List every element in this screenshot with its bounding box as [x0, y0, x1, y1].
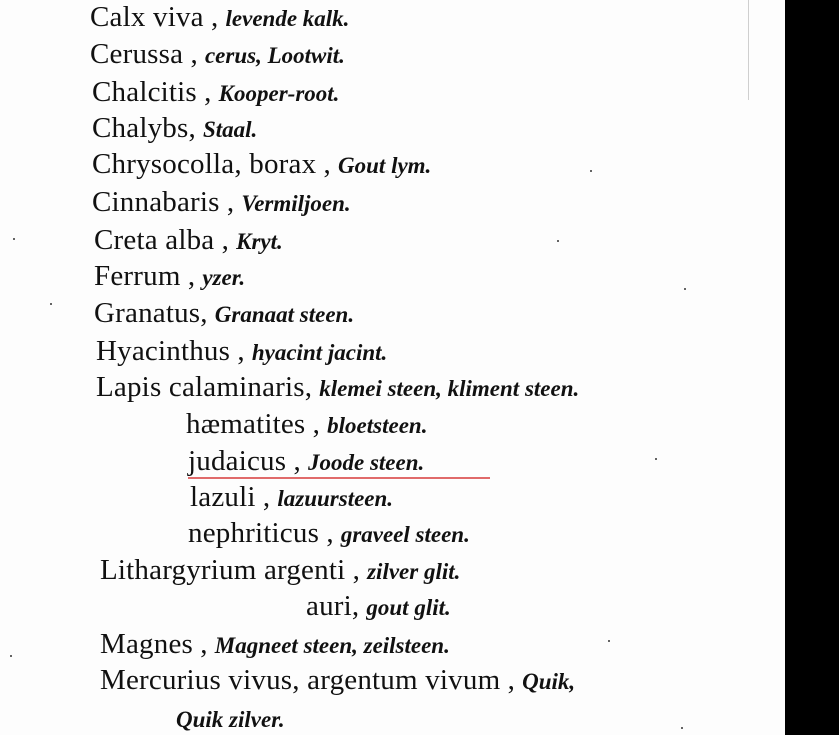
latin-term: Hyacinthus	[96, 335, 231, 367]
separator: ,	[255, 481, 278, 513]
entry-mercurius-vivus	[100, 666, 575, 695]
highlight-underline	[188, 477, 490, 479]
separator: ,	[345, 554, 368, 586]
separator: ,	[203, 1, 226, 33]
paper-speck	[684, 288, 686, 290]
latin-term: Chrysocolla, borax	[92, 148, 317, 180]
dutch-term: levende kalk.	[225, 6, 350, 31]
latin-term: judaicus	[188, 445, 287, 477]
paper-speck	[13, 238, 15, 240]
entry-cinnabaris	[92, 188, 351, 217]
entry-granatus	[94, 299, 354, 328]
dutch-term: cerus, Lootwit.	[204, 43, 345, 68]
separator: ,	[183, 38, 205, 70]
latin-term: Ferrum	[94, 260, 181, 292]
latin-term: Creta alba	[94, 224, 215, 256]
separator: ,	[500, 664, 523, 696]
dutch-term: graveel steen.	[340, 522, 470, 547]
entry-lazuli	[190, 483, 393, 512]
latin-term: Calx viva	[90, 1, 204, 33]
dutch-term: Vermiljoen.	[241, 191, 351, 216]
dutch-term: bloetsteen.	[327, 413, 428, 438]
entry-ferrum	[94, 262, 245, 291]
page-gutter-line	[748, 0, 749, 100]
separator: ,	[214, 224, 237, 256]
separator: ,	[286, 445, 308, 477]
entry-auri	[306, 592, 451, 621]
dutch-term: Kryt.	[236, 229, 283, 254]
separator: ,	[319, 517, 341, 549]
latin-term: Magnes	[100, 628, 194, 660]
entry-chalcitis	[92, 78, 339, 107]
latin-term: Lapis calaminaris	[96, 371, 305, 403]
dutch-term: Quik,	[522, 669, 576, 694]
latin-term: Lithargyrium argenti	[100, 554, 346, 586]
separator: ,	[219, 186, 242, 218]
separator: ,	[305, 408, 328, 440]
separator: ,	[200, 297, 215, 329]
entry-magnes	[100, 630, 450, 659]
dutch-term: Granaat steen.	[214, 302, 355, 327]
paper-speck	[655, 458, 657, 460]
latin-term: Cerussa	[90, 38, 184, 70]
latin-term: lazuli	[190, 481, 256, 513]
entry-lapis-calaminaris	[96, 373, 579, 402]
dutch-term: Magneet steen, zeilsteen.	[214, 633, 450, 658]
latin-term: Granatus	[94, 297, 201, 329]
dutch-term: zilver glit.	[367, 559, 461, 584]
dutch-term: Kooper-root.	[218, 81, 340, 106]
dutch-term: gout glit.	[366, 595, 451, 620]
dutch-term: Quik zilver.	[176, 707, 285, 732]
latin-term: Mercurius vivus, argentum vivum	[100, 664, 501, 696]
paper-speck	[608, 640, 610, 642]
paper-speck	[10, 655, 12, 657]
separator: ,	[351, 590, 367, 622]
separator: ,	[316, 148, 339, 180]
entry-hyacinthus	[96, 337, 387, 366]
entry-quik-zilver	[176, 704, 285, 733]
entry-calx-viva	[90, 3, 349, 32]
entry-lithargyrium	[100, 556, 460, 585]
entry-creta-alba	[94, 226, 283, 255]
entry-chalybs	[92, 114, 257, 143]
dutch-term: klemei steen, kliment steen.	[319, 376, 580, 401]
separator: ,	[193, 628, 215, 660]
dutch-term: yzer.	[202, 265, 246, 290]
entry-cerussa	[90, 40, 345, 69]
separator: ,	[188, 112, 203, 144]
dutch-term: hyacint jacint.	[251, 340, 388, 365]
dutch-term: Gout lym.	[338, 153, 432, 178]
latin-term: Chalcitis	[92, 76, 197, 108]
separator: ,	[230, 335, 252, 367]
dutch-term: Joode steen.	[308, 450, 425, 475]
paper-speck	[681, 727, 683, 729]
dutch-term: lazuursteen.	[277, 486, 394, 511]
paper-speck	[590, 170, 592, 172]
entry-haematites	[186, 410, 427, 439]
latin-term: hæmatites	[186, 408, 306, 440]
latin-term: Chalybs	[92, 112, 189, 144]
entry-chrysocolla	[92, 150, 431, 179]
latin-term: auri	[306, 590, 352, 622]
separator: ,	[180, 260, 203, 292]
entry-nephriticus	[188, 519, 470, 548]
dutch-term: Staal.	[202, 117, 258, 142]
paper-speck	[50, 303, 52, 305]
paper-speck	[557, 240, 559, 242]
latin-term: Cinnabaris	[92, 186, 220, 218]
separator: ,	[304, 371, 320, 403]
separator: ,	[196, 76, 219, 108]
scan-border	[785, 0, 839, 735]
latin-term: nephriticus	[188, 517, 320, 549]
entry-judaicus	[188, 447, 424, 476]
